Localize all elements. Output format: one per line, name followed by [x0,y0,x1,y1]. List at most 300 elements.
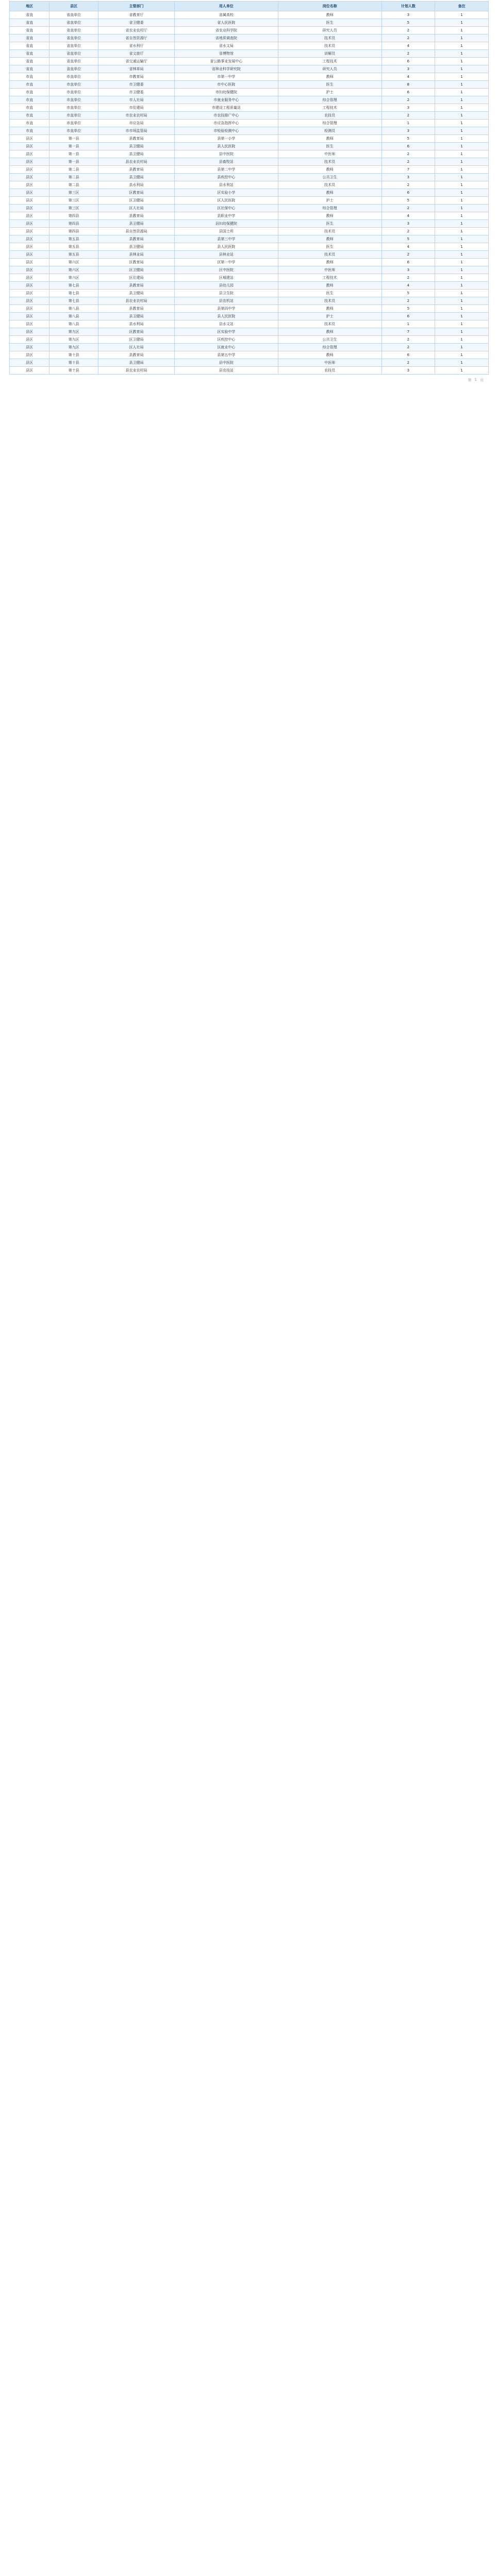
column-header: 岗位名称 [278,2,381,11]
table-cell: 县农业农村局 [98,158,175,166]
table-cell: 中医师 [278,266,381,274]
table-cell: 市直 [10,104,49,112]
table-cell: 区实验小学 [174,189,278,197]
table-cell: 县卫健局 [98,174,175,181]
table-cell: 2 [381,344,435,351]
table-cell: 区人社局 [98,344,175,351]
table-cell: 第一县 [49,150,98,158]
table-cell: 教师 [278,11,381,19]
page-label: 第 [468,378,472,382]
header-row [10,2,489,11]
table-cell: 省文旅厅 [98,50,175,58]
table-cell: 县教育局 [98,212,175,220]
table-cell: 教师 [278,259,381,266]
table-cell: 研究人员 [278,27,381,35]
table-cell: 省直 [10,35,49,42]
table-cell: 1 [435,112,489,120]
table-cell: 2 [381,96,435,104]
table-cell: 1 [435,19,489,27]
table-cell: 县水利局 [98,181,175,189]
table-cell: 1 [435,120,489,127]
table-cell: 1 [435,189,489,197]
table-row [10,81,489,89]
table-cell: 1 [435,305,489,313]
page-number: 1 [474,378,477,382]
table-cell: 市就业服务中心 [174,96,278,104]
table-cell: 中医师 [278,359,381,367]
table-cell: 省直 [10,50,49,58]
table-cell: 1 [435,220,489,228]
table-cell: 教师 [278,212,381,220]
table-cell: 4 [381,73,435,81]
table-cell: 第三区 [49,189,98,197]
table-cell: 县第五中学 [174,351,278,359]
table-cell: 区社保中心 [174,205,278,212]
table-cell: 县国土所 [174,228,278,235]
table-cell: 1 [381,120,435,127]
table-cell: 省林业科学研究院 [174,65,278,73]
table-cell: 2 [381,150,435,158]
table-cell: 教师 [278,235,381,243]
table-cell: 市直单位 [49,89,98,96]
table-cell: 区教育局 [98,328,175,336]
table-cell: 省直单位 [49,42,98,50]
table-cell: 4 [381,212,435,220]
table-cell: 1 [435,65,489,73]
table-cell: 护士 [278,197,381,205]
table-cell: 县区 [10,135,49,143]
table-cell: 2 [381,251,435,259]
table-cell: 市农业农村局 [98,112,175,120]
table-cell: 区卫健局 [98,266,175,274]
table-cell: 县卫健局 [98,220,175,228]
table-cell: 区实验中学 [174,328,278,336]
table-cell: 县职业中学 [174,212,278,220]
table-cell: 技术员 [278,320,381,328]
table-cell: 县区 [10,297,49,305]
recruitment-table [9,1,489,375]
table-row [10,135,489,143]
table-cell: 医生 [278,243,381,251]
table-cell: 第七县 [49,297,98,305]
table-cell: 县区 [10,143,49,150]
column-header: 用人单位 [174,2,278,11]
table-cell: 县教育局 [98,282,175,290]
table-cell: 5 [381,290,435,297]
table-cell: 市直单位 [49,104,98,112]
table-cell: 1 [435,143,489,150]
table-cell: 4 [381,282,435,290]
table-cell: 区卫健局 [98,336,175,344]
table-cell: 综合管理 [278,120,381,127]
table-cell: 市直单位 [49,73,98,81]
table-cell: 县卫生院 [174,290,278,297]
table-cell: 1 [435,274,489,282]
table-cell: 中医师 [278,150,381,158]
table-cell: 县区 [10,235,49,243]
table-cell: 县区 [10,251,49,259]
table-cell: 第四县 [49,212,98,220]
table-cell: 7 [381,166,435,174]
table-cell: 工程技术 [278,274,381,282]
table-cell: 市直 [10,89,49,96]
table-cell: 教师 [278,282,381,290]
table-cell: 3 [381,127,435,135]
table-cell: 市直 [10,81,49,89]
table-row [10,112,489,120]
table-cell: 教师 [278,135,381,143]
table-cell: 县教育局 [98,305,175,313]
table-cell: 市第一中学 [174,73,278,81]
table-cell: 1 [435,127,489,135]
table-cell: 2 [381,205,435,212]
table-cell: 1 [435,205,489,212]
table-cell: 医生 [278,220,381,228]
table-row [10,367,489,375]
table-cell: 县区 [10,313,49,320]
column-header: 地区 [10,2,49,11]
table-row [10,197,489,205]
table-cell: 第七县 [49,282,98,290]
table-cell: 县疾控中心 [174,174,278,181]
table-cell: 市教育局 [98,73,175,81]
table-cell: 市卫健委 [98,89,175,96]
table-cell: 1 [381,320,435,328]
table-cell: 1 [435,89,489,96]
table-body [10,11,489,375]
table-cell: 县卫健局 [98,313,175,320]
table-cell: 县卫健局 [98,143,175,150]
table-cell: 市直 [10,112,49,120]
table-cell: 县第一小学 [174,135,278,143]
table-cell: 检测员 [278,127,381,135]
table-row [10,243,489,251]
table-cell: 综合管理 [278,205,381,212]
table-cell: 医生 [278,290,381,297]
table-cell: 县区 [10,359,49,367]
table-cell: 省直单位 [49,19,98,27]
table-cell: 6 [381,189,435,197]
table-cell: 县区 [10,320,49,328]
table-cell: 技术员 [278,228,381,235]
table-cell: 3 [381,104,435,112]
table-cell: 市卫健委 [98,81,175,89]
table-cell: 6 [381,89,435,96]
table-row [10,35,489,42]
table-row [10,73,489,81]
table-cell: 6 [381,351,435,359]
table-cell: 县区 [10,290,49,297]
table-cell: 6 [381,259,435,266]
table-cell: 2 [381,27,435,35]
table-cell: 5 [381,135,435,143]
table-cell: 1 [435,42,489,50]
table-cell: 省直单位 [49,50,98,58]
table-cell: 研究人员 [278,65,381,73]
table-cell: 县区 [10,266,49,274]
table-cell: 1 [435,351,489,359]
table-row [10,189,489,197]
table-cell: 市直单位 [49,112,98,120]
table-cell: 8 [381,81,435,89]
table-cell: 1 [435,181,489,189]
table-cell: 县教育局 [98,166,175,174]
table-cell: 县农业农村局 [98,367,175,375]
table-cell: 县农技站 [174,367,278,375]
table-row [10,351,489,359]
table-cell: 1 [435,228,489,235]
table-cell: 1 [435,35,489,42]
table-cell: 区住建局 [98,274,175,282]
table-cell: 第一县 [49,143,98,150]
table-cell: 1 [435,73,489,81]
table-cell: 1 [435,150,489,158]
table-row [10,181,489,189]
table-cell: 区人社局 [98,205,175,212]
table-cell: 市直单位 [49,127,98,135]
table-cell: 1 [435,359,489,367]
table-cell: 县区 [10,328,49,336]
table-cell: 医生 [278,143,381,150]
table-cell: 技术员 [278,181,381,189]
table-row [10,19,489,27]
spreadsheet-sheet [9,0,489,393]
table-cell: 县区 [10,189,49,197]
table-cell: 区教育局 [98,189,175,197]
table-cell: 第七县 [49,290,98,297]
table-cell: 第十县 [49,359,98,367]
table-cell: 第二县 [49,181,98,189]
table-cell: 省农业农村厅 [98,27,175,35]
table-cell: 县区 [10,174,49,181]
table-cell: 省自然资源厅 [98,35,175,42]
table-cell: 县幼儿园 [174,282,278,290]
table-cell: 省直 [10,65,49,73]
table-cell: 第九区 [49,336,98,344]
table-cell: 第一县 [49,135,98,143]
table-row [10,313,489,320]
table-row [10,127,489,135]
table-cell: 县区 [10,158,49,166]
table-cell: 1 [435,266,489,274]
table-cell: 县卫健局 [98,290,175,297]
table-cell: 2 [381,274,435,282]
table-cell: 省教育厅 [98,11,175,19]
table-cell: 1 [435,212,489,220]
table-cell: 省直单位 [49,65,98,73]
table-row [10,282,489,290]
table-row [10,104,489,112]
table-cell: 1 [435,336,489,344]
table-cell: 县区 [10,305,49,313]
table-cell: 市直 [10,73,49,81]
table-cell: 县区 [10,344,49,351]
table-cell: 2 [381,158,435,166]
table-cell: 1 [435,320,489,328]
table-cell: 第八县 [49,320,98,328]
table-cell: 医生 [278,81,381,89]
table-cell: 1 [435,259,489,266]
table-cell: 3 [381,367,435,375]
table-cell: 县自然资源局 [98,228,175,235]
table-row [10,212,489,220]
table-cell: 第八县 [49,305,98,313]
table-cell: 县区 [10,181,49,189]
table-cell: 市人社局 [98,96,175,104]
table-cell: 3 [381,11,435,19]
table-cell: 1 [435,243,489,251]
table-cell: 省属高校 [174,11,278,19]
table-row [10,58,489,65]
table-cell: 4 [381,42,435,50]
table-cell: 2 [381,112,435,120]
table-cell: 省人民医院 [174,19,278,27]
table-cell: 工程技术 [278,104,381,112]
table-cell: 县水文站 [174,320,278,328]
table-cell: 教师 [278,305,381,313]
table-cell: 市直 [10,127,49,135]
table-cell: 县区 [10,351,49,359]
table-row [10,251,489,259]
table-cell: 技术员 [278,35,381,42]
table-cell: 技术员 [278,42,381,50]
table-row [10,228,489,235]
table-cell: 区就业中心 [174,344,278,351]
table-row [10,174,489,181]
table-cell: 市中心医院 [174,81,278,89]
table-cell: 省水文局 [174,42,278,50]
table-cell: 1 [435,282,489,290]
column-header: 备注 [435,2,489,11]
table-cell: 区中医院 [174,266,278,274]
table-row [10,336,489,344]
table-row [10,11,489,19]
table-row [10,297,489,305]
table-cell: 公共卫生 [278,336,381,344]
table-cell: 县教育局 [98,135,175,143]
table-cell: 教师 [278,189,381,197]
table-cell: 2 [381,336,435,344]
table-cell: 县卫健局 [98,359,175,367]
table-cell: 区卫健局 [98,197,175,205]
table-cell: 1 [435,328,489,336]
column-header: 县区 [49,2,98,11]
table-cell: 省地质调查院 [174,35,278,42]
table-cell: 区人民医院 [174,197,278,205]
page-suffix: 页 [480,378,484,382]
table-cell: 3 [381,220,435,228]
table-cell: 2 [381,359,435,367]
table-cell: 第一县 [49,158,98,166]
table-cell: 县卫健局 [98,243,175,251]
table-cell: 县水利站 [174,181,278,189]
table-cell: 3 [381,174,435,181]
table-row [10,259,489,266]
table-cell: 县区 [10,150,49,158]
table-cell: 省公路事业发展中心 [174,58,278,65]
table-cell: 省林草局 [98,65,175,73]
table-cell: 县人民医院 [174,313,278,320]
table-header [10,2,489,11]
table-cell: 县第二中学 [174,166,278,174]
table-cell: 1 [435,135,489,143]
table-cell: 县区 [10,367,49,375]
table-cell: 市农技推广中心 [174,112,278,120]
table-cell: 省直单位 [49,58,98,65]
table-row [10,50,489,58]
table-cell: 第五县 [49,243,98,251]
table-cell: 医生 [278,19,381,27]
table-cell: 6 [381,143,435,150]
table-cell: 省水利厅 [98,42,175,50]
table-cell: 县第三中学 [174,235,278,243]
table-cell: 区第一中学 [174,259,278,266]
table-cell: 1 [435,158,489,166]
table-cell: 县林业站 [174,251,278,259]
table-cell: 综合管理 [278,96,381,104]
table-cell: 第五县 [49,251,98,259]
table-cell: 5 [381,305,435,313]
table-row [10,120,489,127]
table-cell: 区教育局 [98,259,175,266]
table-cell: 第八县 [49,313,98,320]
table-cell: 县中医院 [174,359,278,367]
table-cell: 1 [435,11,489,19]
table-cell: 5 [381,197,435,205]
table-cell: 2 [381,35,435,42]
table-cell: 1 [435,235,489,243]
table-cell: 第六区 [49,259,98,266]
table-cell: 农技员 [278,367,381,375]
table-row [10,266,489,274]
table-cell: 2 [381,297,435,305]
table-row [10,235,489,243]
table-cell: 1 [435,344,489,351]
table-cell: 1 [435,290,489,297]
table-cell: 1 [435,197,489,205]
table-cell: 省博物馆 [174,50,278,58]
table-cell: 市应急指挥中心 [174,120,278,127]
table-cell: 市应急局 [98,120,175,127]
table-row [10,27,489,35]
table-row [10,205,489,212]
table-cell: 第二县 [49,174,98,181]
table-cell: 1 [435,81,489,89]
table-row [10,65,489,73]
table-row [10,344,489,351]
table-cell: 市住建局 [98,104,175,112]
table-cell: 县区 [10,197,49,205]
table-cell: 省直 [10,19,49,27]
table-cell: 2 [381,228,435,235]
table-cell: 县第四中学 [174,305,278,313]
table-cell: 农技员 [278,112,381,120]
table-cell: 第六区 [49,266,98,274]
table-cell: 第四县 [49,220,98,228]
table-cell: 3 [381,266,435,274]
table-cell: 第三区 [49,197,98,205]
table-cell: 省直 [10,27,49,35]
table-row [10,150,489,158]
table-cell: 县人民医院 [174,143,278,150]
table-cell: 1 [435,251,489,259]
table-row [10,42,489,50]
table-row [10,359,489,367]
table-cell: 县教育局 [98,351,175,359]
table-row [10,89,489,96]
table-cell: 县农业农村局 [98,297,175,305]
column-header: 主管部门 [98,2,175,11]
